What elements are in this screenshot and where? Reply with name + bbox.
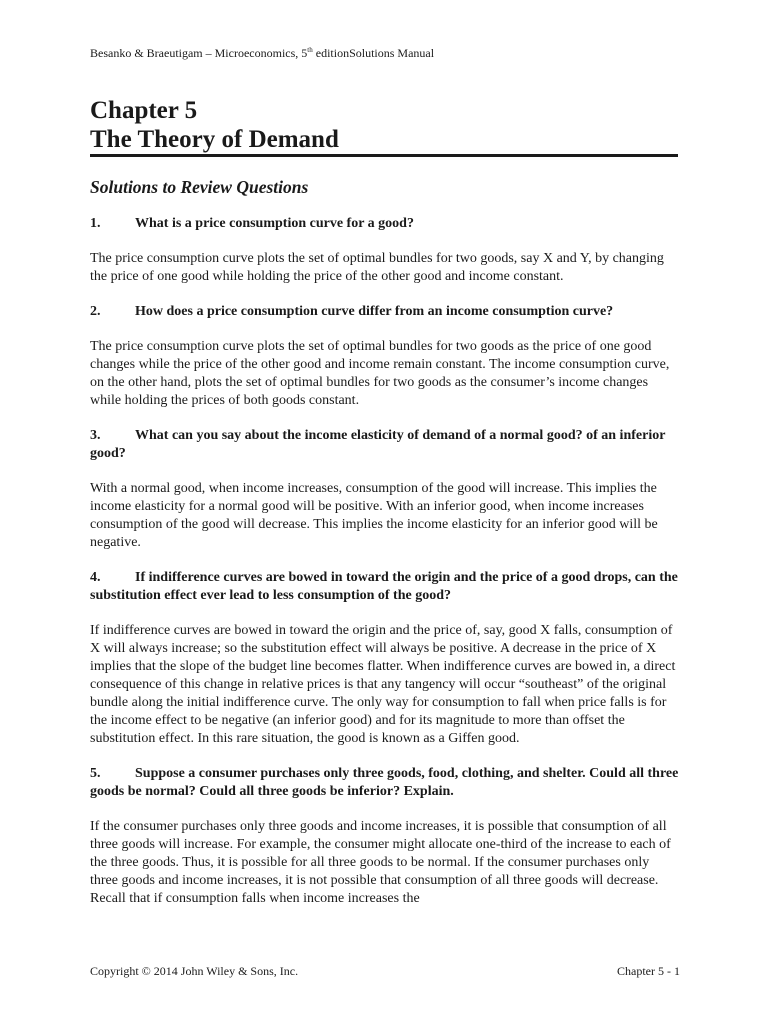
qa-item-4 [90,569,680,748]
answer-text: If indifference curves are bowed in toward the origin and the price of, say, good X falls, consumption of X will always increase; so the substitution effect will always be positive. A decrease in the price of X implies that the slope of the budget line becomes flatter. When indifference curves are bowed in, a direct consequence of this change in relative prices is that any tangency will occur “southeast” of the original bundle along the initial indifference curve. The only way for consumption to fall when price falls is for the income effect to be negative (an inferior good) and for its magnitude to more than offset the substitution effect. In this rare situation, the good is known as a Giffen good. [90,623,676,746]
qa-item-3 [90,427,680,552]
answer-text: The price consumption curve plots the set of optimal bundles for two goods, say X and Y, by changing the price of one good while holding the price of the other good and income constant. [90,251,664,284]
question-text: If indifference curves are bowed in toward the origin and the price of a good drops, can the substitution effect ever lead to less consumption of the good? [90,570,678,603]
question-number: 4. [90,570,101,585]
question-number: 5. [90,766,101,781]
question-text: What is a price consumption curve for a good? [135,216,414,231]
question [90,765,680,801]
qa-item-2 [90,303,680,410]
running-header [90,46,434,60]
questions-list [90,215,680,925]
question-number: 2. [90,304,101,319]
question-text: Suppose a consumer purchases only three goods, food, clothing, and shelter. Could all three goods be normal? Could all three goods be inferior? Explain. [90,766,679,799]
question-number: 1. [90,216,101,231]
chapter-title: The Theory of Demand [90,126,339,153]
answer-text: If the consumer purchases only three goods and income increases, it is possible that consumption of all three goods will increase. For example, the consumer might allocate one-third of the increase to each of the three goods. Thus, it is possible for all three goods to be normal. If the consumer purchases only three goods and income increases, it is not possible that consumption of all three goods will decrease. Recall that if consumption falls when income increases the [90,819,671,906]
answer-text: With a normal good, when income increases, consumption of the good will increase. This implies the income elasticity for a normal good will be positive. With an inferior good, when income increases consumption of the good will decrease. This implies the income elasticity for an inferior good will be negative. [90,481,658,550]
section-heading: Solutions to Review Questions [90,177,309,197]
running-header-suffix: editionSolutions Manual [312,46,435,60]
question-text: What can you say about the income elasticity of demand of a normal good? of an inferior good? [90,428,666,461]
question [90,303,680,321]
title-divider [90,154,678,157]
qa-item-1 [90,215,680,286]
question-text: How does a price consumption curve differ from an income consumption curve? [135,304,614,319]
qa-item-5 [90,765,680,908]
question [90,215,680,233]
footer-copyright: Copyright © 2014 John Wiley & Sons, Inc. [90,964,299,978]
footer-page-number: Chapter 5 - 1 [617,964,680,978]
answer-text: The price consumption curve plots the set of optimal bundles for two goods as the price of one good changes while the price of the other good and income remain constant. The income consumption curve, on the other hand, plots the set of optimal bundles for two goods as the consumer’s income changes while holding the prices of both goods constant. [90,339,670,408]
edition-superscript: th [307,46,313,54]
question [90,427,680,463]
question [90,569,680,605]
chapter-number: Chapter 5 [90,97,198,124]
running-header-text: Besanko & Braeutigam – Microeconomics, 5 [90,46,308,60]
chapter-title-block [90,96,678,154]
question-number: 3. [90,428,101,443]
